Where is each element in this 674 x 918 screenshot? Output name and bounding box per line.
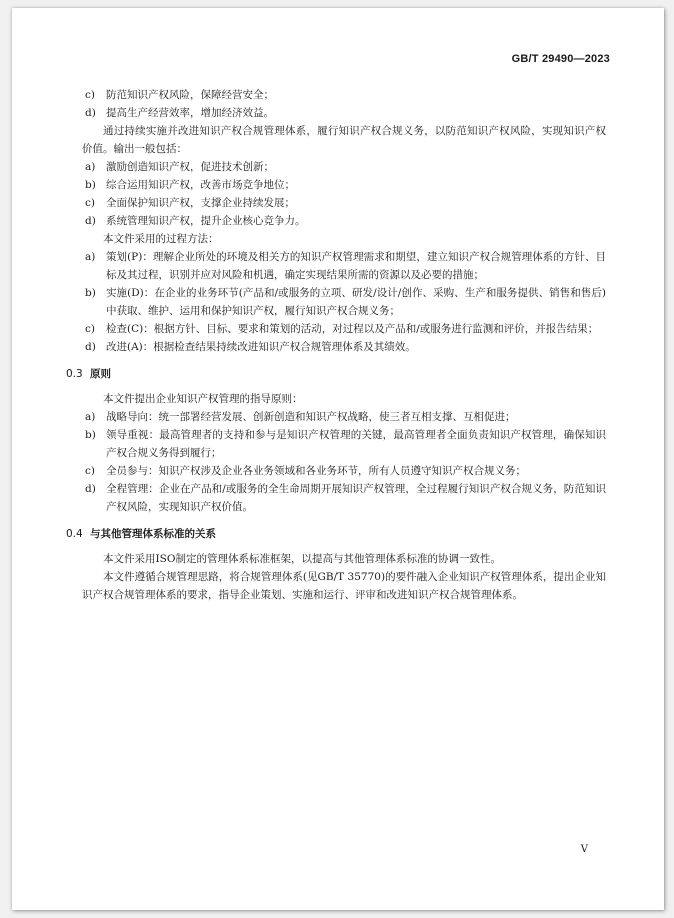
item-marker: b) bbox=[85, 287, 96, 299]
section-title: 原则 bbox=[90, 368, 111, 380]
list-item bbox=[82, 284, 606, 320]
item-marker: c) bbox=[85, 197, 95, 209]
section-title: 与其他管理体系标准的关系 bbox=[90, 528, 216, 540]
list-item bbox=[82, 176, 606, 194]
item-text: 系统管理知识产权，提升企业核心竞争力。 bbox=[106, 215, 306, 227]
item-text: 全程管理：企业在产品和/或服务的全生命周期开展知识产权管理，全过程履行知识产权合规义务，防范知识产权风险，实现知识产权价值。 bbox=[106, 483, 606, 513]
item-text: 激励创造知识产权，促进技术创新； bbox=[106, 161, 274, 173]
list-item bbox=[82, 86, 606, 104]
item-marker: b) bbox=[85, 179, 96, 191]
item-marker: b) bbox=[85, 429, 96, 441]
item-marker: d) bbox=[85, 341, 96, 353]
list-item bbox=[82, 408, 606, 426]
item-marker: d) bbox=[85, 483, 96, 495]
item-text: 全员参与：知识产权涉及企业各业务领域和各业务环节，所有人员遵守知识产权合规义务； bbox=[106, 465, 526, 477]
list-item bbox=[82, 248, 606, 284]
section-number: 0.4 bbox=[66, 528, 83, 540]
paragraph-iso: 本文件采用ISO制定的管理体系标准框架，以提高与其他管理体系标准的协调一致性。 bbox=[103, 553, 501, 565]
item-text: 综合运用知识产权，改善市场竞争地位； bbox=[106, 179, 295, 191]
item-text: 实施(D)：在企业的业务环节(产品和/或服务的立项、研发/设计/创作、采购、生产和服务提供、销售和售后)中获取、维护、运用和保护知识产权，履行知识产权合规义务； bbox=[106, 287, 606, 317]
list-item bbox=[82, 462, 606, 480]
page-number: V bbox=[580, 844, 588, 855]
list-item bbox=[82, 338, 606, 356]
item-marker: a) bbox=[85, 161, 96, 173]
list-item bbox=[82, 104, 606, 122]
list-item bbox=[82, 480, 606, 516]
paragraph-principles: 本文件提出企业知识产权管理的指导原则： bbox=[103, 393, 303, 405]
item-text: 防范知识产权风险，保障经营安全； bbox=[106, 89, 274, 101]
section-number: 0.3 bbox=[66, 368, 83, 380]
item-marker: c) bbox=[85, 89, 95, 101]
paragraph-value: 通过持续实施并改进知识产权合规管理体系，履行知识产权合规义务，以防范知识产权风险，实现知识产权价值。输出一般包括： bbox=[82, 125, 606, 155]
list-item bbox=[82, 320, 606, 338]
list-item bbox=[82, 426, 606, 462]
standard-code: GB/T 29490—2023 bbox=[511, 53, 610, 65]
document-page bbox=[12, 8, 664, 910]
paragraph-compliance: 本文件遵循合规管理思路，将合规管理体系(见GB/T 35770)的要件融入企业知识产权管理体系，提出企业知识产权合规管理体系的要求，指导企业策划、实施和运行、评审和改进知识产权合规管理体系。 bbox=[82, 571, 606, 601]
item-text: 提高生产经营效率，增加经济效益。 bbox=[106, 107, 274, 119]
item-text: 全面保护知识产权，支撑企业持续发展； bbox=[106, 197, 295, 209]
list-item bbox=[82, 194, 606, 212]
item-marker: d) bbox=[85, 215, 96, 227]
item-text: 检查(C)：根据方针、目标、要求和策划的活动，对过程以及产品和/或服务进行监测和评价，并报告结果； bbox=[106, 323, 599, 335]
section-heading-principles bbox=[66, 365, 606, 383]
item-text: 战略导向：统一部署经营发展、创新创造和知识产权战略，使三者互相支撑、互相促进； bbox=[106, 411, 516, 423]
item-text: 策划(P)：理解企业所处的环境及相关方的知识产权管理需求和期望，建立知识产权合规管理体系的方针、目标及其过程，识别并应对风险和机遇，确定实现结果所需的资源以及必要的措施； bbox=[106, 251, 606, 281]
list-item bbox=[82, 212, 606, 230]
item-marker: c) bbox=[85, 323, 95, 335]
paragraph-process: 本文件采用的过程方法： bbox=[103, 233, 219, 245]
section-heading-relation bbox=[66, 525, 606, 543]
document-body bbox=[66, 86, 606, 604]
item-text: 改进(A)：根据检查结果持续改进知识产权合规管理体系及其绩效。 bbox=[106, 341, 416, 353]
item-marker: d) bbox=[85, 107, 96, 119]
item-text: 领导重视：最高管理者的支持和参与是知识产权管理的关键，最高管理者全面负责知识产权管理，确保知识产权合规义务得到履行； bbox=[106, 429, 606, 459]
item-marker: c) bbox=[85, 465, 95, 477]
item-marker: a) bbox=[85, 411, 96, 423]
list-item bbox=[82, 158, 606, 176]
item-marker: a) bbox=[85, 251, 96, 263]
